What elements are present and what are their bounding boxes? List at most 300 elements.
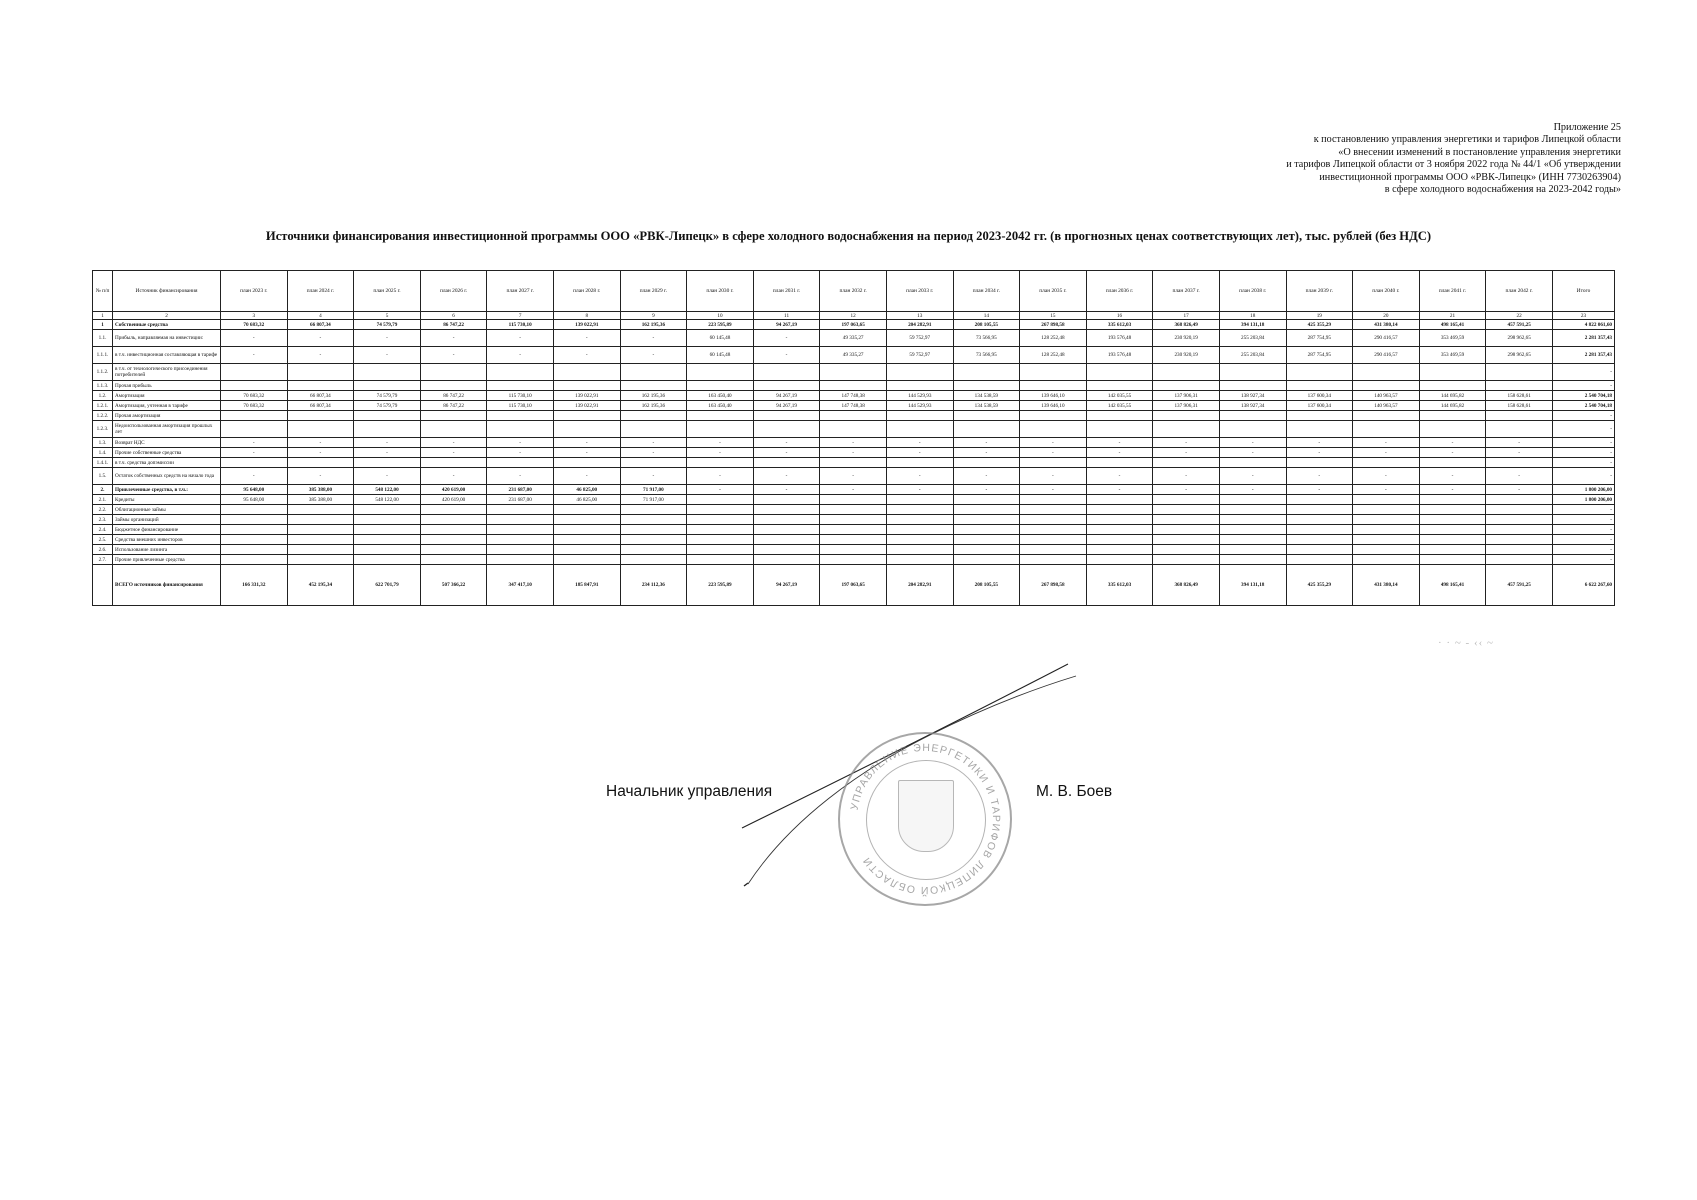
row-value — [221, 555, 288, 565]
row-value: 185 847,91 — [553, 565, 620, 606]
row-value — [1353, 381, 1420, 391]
row-value — [1219, 545, 1286, 555]
row-value: - — [1419, 448, 1486, 458]
row-total: 2 540 704,18 — [1553, 401, 1615, 411]
header-year: план 2030 г. — [687, 271, 754, 312]
row-value — [886, 495, 953, 505]
row-value — [886, 364, 953, 381]
row-value — [753, 421, 820, 438]
row-value: - — [287, 448, 354, 458]
row-value: - — [1219, 448, 1286, 458]
row-value — [886, 535, 953, 545]
appendix-note — [1101, 122, 1621, 196]
row-value: - — [820, 485, 887, 495]
row-value — [1086, 515, 1153, 525]
header-year: план 2041 г. — [1419, 271, 1486, 312]
table-row — [93, 565, 1615, 606]
row-value: 234 112,36 — [620, 565, 687, 606]
row-value — [1020, 545, 1087, 555]
row-value — [553, 364, 620, 381]
row-total: - — [1553, 555, 1615, 565]
row-value — [753, 381, 820, 391]
row-value — [1286, 411, 1353, 421]
row-number: 1.1.2. — [93, 364, 113, 381]
appendix-line: и тарифов Липецкой области от 3 ноября 2022 года № 44/1 «Об утверждении — [1286, 159, 1621, 171]
row-value: 115 730,10 — [487, 391, 554, 401]
row-value: 137 906,31 — [1153, 401, 1220, 411]
table-row — [93, 485, 1615, 495]
row-value — [287, 421, 354, 438]
row-value: - — [953, 485, 1020, 495]
row-value — [886, 505, 953, 515]
row-value — [753, 555, 820, 565]
row-value — [1219, 555, 1286, 565]
row-number: 1.5. — [93, 468, 113, 485]
row-value: 498 165,41 — [1419, 320, 1486, 330]
row-value: - — [1086, 448, 1153, 458]
row-value — [354, 545, 421, 555]
row-value: 60 145,48 — [687, 347, 754, 364]
column-number: 1 — [93, 312, 113, 320]
row-value: 139 022,91 — [553, 320, 620, 330]
row-value: - — [221, 347, 288, 364]
row-value — [753, 411, 820, 421]
column-number: 12 — [820, 312, 887, 320]
row-value — [1020, 421, 1087, 438]
column-number: 23 — [1553, 312, 1615, 320]
row-value — [420, 458, 487, 468]
row-value — [1419, 495, 1486, 505]
row-label: в т.ч. инвестиционная составляющая в тарифе — [113, 347, 221, 364]
row-value: 223 595,89 — [687, 565, 754, 606]
row-value: - — [687, 468, 754, 485]
coat-of-arms-icon — [898, 780, 954, 852]
row-value — [287, 515, 354, 525]
column-number: 21 — [1419, 312, 1486, 320]
row-value: - — [487, 448, 554, 458]
row-value: 144 529,93 — [886, 391, 953, 401]
row-value: - — [1486, 438, 1553, 448]
row-value — [1353, 495, 1420, 505]
row-value — [1286, 555, 1353, 565]
header-year: план 2024 г. — [287, 271, 354, 312]
row-value: - — [1353, 485, 1420, 495]
row-value — [1219, 505, 1286, 515]
row-total: - — [1553, 421, 1615, 438]
table-header — [93, 271, 1615, 320]
row-label: Прибыль, направляемая на инвестиции: — [113, 330, 221, 347]
row-value — [354, 525, 421, 535]
row-value — [1086, 555, 1153, 565]
row-value: - — [1419, 438, 1486, 448]
table-body — [93, 320, 1615, 606]
row-value — [487, 555, 554, 565]
row-value: - — [1086, 468, 1153, 485]
row-value — [1353, 525, 1420, 535]
row-value — [553, 411, 620, 421]
row-value — [1419, 545, 1486, 555]
row-total: 1 800 206,00 — [1553, 485, 1615, 495]
row-value: - — [553, 438, 620, 448]
row-value: 287 754,95 — [1286, 347, 1353, 364]
row-value: 46 825,00 — [553, 495, 620, 505]
row-value — [1353, 364, 1420, 381]
row-value: 163 450,40 — [687, 391, 754, 401]
row-value — [287, 525, 354, 535]
row-value — [287, 458, 354, 468]
row-label: Возврат НДС — [113, 438, 221, 448]
table-row — [93, 320, 1615, 330]
row-value — [687, 381, 754, 391]
row-value — [687, 535, 754, 545]
row-value: - — [820, 448, 887, 458]
row-value — [221, 535, 288, 545]
row-number: 1.2.1. — [93, 401, 113, 411]
row-value — [1353, 505, 1420, 515]
row-value — [487, 525, 554, 535]
appendix-line: инвестиционной программы ООО «РВК-Липецк» (ИНН 7730263904) — [1319, 171, 1621, 183]
column-number: 2 — [113, 312, 221, 320]
row-number: 1.3. — [93, 438, 113, 448]
row-value: - — [753, 438, 820, 448]
row-value — [1153, 505, 1220, 515]
column-number: 14 — [953, 312, 1020, 320]
row-value — [487, 458, 554, 468]
row-value — [354, 505, 421, 515]
row-value — [886, 411, 953, 421]
row-value: - — [620, 448, 687, 458]
row-value: - — [753, 347, 820, 364]
row-value: 138 927,34 — [1219, 401, 1286, 411]
row-value — [1020, 458, 1087, 468]
row-value: 507 366,22 — [420, 565, 487, 606]
row-value — [1419, 411, 1486, 421]
row-value — [886, 545, 953, 555]
financing-table — [92, 270, 1615, 606]
row-value — [1219, 535, 1286, 545]
header-year: план 2035 г. — [1020, 271, 1087, 312]
row-number: 1.4.1. — [93, 458, 113, 468]
row-value: - — [1353, 448, 1420, 458]
row-value: - — [487, 347, 554, 364]
row-value — [1286, 515, 1353, 525]
row-value — [1153, 515, 1220, 525]
row-value — [553, 525, 620, 535]
row-value — [420, 381, 487, 391]
row-value: 420 619,00 — [420, 485, 487, 495]
row-value — [354, 411, 421, 421]
row-value — [487, 421, 554, 438]
row-value — [1286, 545, 1353, 555]
row-value: 385 388,00 — [287, 495, 354, 505]
row-value: 73 566,95 — [953, 347, 1020, 364]
row-value — [420, 505, 487, 515]
row-value: - — [553, 448, 620, 458]
row-value: 353 469,59 — [1419, 347, 1486, 364]
row-value: - — [487, 468, 554, 485]
row-total: - — [1553, 468, 1615, 485]
row-value: - — [1153, 485, 1220, 495]
row-value — [420, 545, 487, 555]
row-total: - — [1553, 458, 1615, 468]
row-value — [687, 505, 754, 515]
signatory-name: М. В. Боев — [1036, 783, 1113, 800]
row-value: - — [1286, 468, 1353, 485]
row-value: 66 807,34 — [287, 401, 354, 411]
row-value — [687, 458, 754, 468]
row-label: Амортизация, учтенная в тарифе — [113, 401, 221, 411]
margin-scribble: · · ~ - ‹‹ ~ — [1438, 637, 1494, 649]
header-year: план 2038 г. — [1219, 271, 1286, 312]
row-value: - — [354, 448, 421, 458]
row-value: 267 898,58 — [1020, 565, 1087, 606]
row-number: 1 — [93, 320, 113, 330]
row-value: 94 267,19 — [753, 391, 820, 401]
row-value: - — [1486, 485, 1553, 495]
row-value — [1020, 495, 1087, 505]
row-value: 457 591,25 — [1486, 565, 1553, 606]
column-number: 6 — [420, 312, 487, 320]
header-year: план 2026 г. — [420, 271, 487, 312]
row-value — [221, 381, 288, 391]
column-number: 18 — [1219, 312, 1286, 320]
row-value: - — [553, 330, 620, 347]
row-number — [93, 565, 113, 606]
row-value: 95 648,00 — [221, 485, 288, 495]
row-value — [820, 381, 887, 391]
row-value — [1486, 421, 1553, 438]
row-value: - — [420, 330, 487, 347]
row-value — [287, 505, 354, 515]
row-value — [420, 535, 487, 545]
row-value: - — [354, 347, 421, 364]
row-value: - — [420, 347, 487, 364]
row-value — [1353, 545, 1420, 555]
column-number: 8 — [553, 312, 620, 320]
column-number: 19 — [1286, 312, 1353, 320]
row-value: 431 380,14 — [1353, 565, 1420, 606]
row-label: Использование лизинга — [113, 545, 221, 555]
row-value: 74 579,79 — [354, 320, 421, 330]
row-number: 2.5. — [93, 535, 113, 545]
row-value: - — [753, 448, 820, 458]
table-row — [93, 468, 1615, 485]
row-value: - — [487, 438, 554, 448]
row-value: 115 730,10 — [487, 401, 554, 411]
row-value — [1153, 525, 1220, 535]
row-value — [1353, 515, 1420, 525]
row-value — [1419, 515, 1486, 525]
row-value — [553, 555, 620, 565]
row-total: - — [1553, 438, 1615, 448]
row-value — [620, 458, 687, 468]
row-value — [553, 545, 620, 555]
row-value: 166 331,32 — [221, 565, 288, 606]
row-value: 137 600,34 — [1286, 401, 1353, 411]
row-value: 622 701,79 — [354, 565, 421, 606]
row-value: - — [753, 330, 820, 347]
table-row — [93, 347, 1615, 364]
row-value: 140 963,57 — [1353, 391, 1420, 401]
row-value: - — [1419, 485, 1486, 495]
column-number: 13 — [886, 312, 953, 320]
row-value: 347 417,10 — [487, 565, 554, 606]
row-value — [1086, 545, 1153, 555]
row-value — [1286, 535, 1353, 545]
row-value — [1020, 381, 1087, 391]
row-value: 394 131,18 — [1219, 320, 1286, 330]
row-value: 197 063,65 — [820, 565, 887, 606]
row-value — [354, 535, 421, 545]
header-year: план 2029 г. — [620, 271, 687, 312]
row-value — [953, 458, 1020, 468]
official-seal — [838, 732, 1012, 906]
row-value: 158 628,61 — [1486, 391, 1553, 401]
row-value: 144 695,82 — [1419, 391, 1486, 401]
row-value — [221, 525, 288, 535]
row-value — [287, 555, 354, 565]
table-row — [93, 364, 1615, 381]
table-row — [93, 495, 1615, 505]
row-value — [1419, 458, 1486, 468]
row-value — [553, 381, 620, 391]
column-number: 22 — [1486, 312, 1553, 320]
row-value: - — [687, 485, 754, 495]
row-value — [620, 545, 687, 555]
row-value — [1486, 535, 1553, 545]
row-value — [420, 555, 487, 565]
row-value — [820, 505, 887, 515]
row-value — [287, 364, 354, 381]
row-value: 193 576,48 — [1086, 347, 1153, 364]
row-label: в т.ч. средства допэмиссии — [113, 458, 221, 468]
row-total: - — [1553, 525, 1615, 535]
row-value — [1153, 545, 1220, 555]
row-value — [1219, 421, 1286, 438]
row-value: - — [1286, 448, 1353, 458]
row-value — [487, 381, 554, 391]
row-value: - — [354, 438, 421, 448]
row-label: Привлеченные средства, в т.ч.: — [113, 485, 221, 495]
row-value: 137 906,31 — [1153, 391, 1220, 401]
row-value — [420, 515, 487, 525]
row-value: 59 752,97 — [886, 330, 953, 347]
row-value: - — [953, 468, 1020, 485]
row-value — [1153, 364, 1220, 381]
table-row — [93, 411, 1615, 421]
row-value: 230 920,19 — [1153, 330, 1220, 347]
row-value — [753, 545, 820, 555]
row-value: 144 529,93 — [886, 401, 953, 411]
row-value: - — [1353, 468, 1420, 485]
row-value — [1286, 525, 1353, 535]
row-label: в т.ч. от технологического присоединения потребителей — [113, 364, 221, 381]
row-value — [687, 545, 754, 555]
row-value — [953, 525, 1020, 535]
row-total: 2 281 357,43 — [1553, 347, 1615, 364]
row-value: 548 122,00 — [354, 485, 421, 495]
row-value — [620, 505, 687, 515]
row-value: 139 022,91 — [553, 401, 620, 411]
row-value — [221, 364, 288, 381]
row-value — [620, 525, 687, 535]
row-value — [1219, 458, 1286, 468]
row-value: - — [287, 330, 354, 347]
row-value — [753, 495, 820, 505]
row-value: 162 195,36 — [620, 401, 687, 411]
row-value — [953, 364, 1020, 381]
row-value: - — [1286, 438, 1353, 448]
row-value — [1419, 364, 1486, 381]
row-value: 420 619,00 — [420, 495, 487, 505]
header-year: план 2027 г. — [487, 271, 554, 312]
row-number: 1.4. — [93, 448, 113, 458]
row-value: 197 063,65 — [820, 320, 887, 330]
row-value: - — [1486, 468, 1553, 485]
row-value: - — [1020, 438, 1087, 448]
row-total: - — [1553, 545, 1615, 555]
table-row — [93, 525, 1615, 535]
row-value: 134 538,59 — [953, 391, 1020, 401]
row-value: 368 826,49 — [1153, 565, 1220, 606]
column-number: 10 — [687, 312, 754, 320]
row-value — [221, 458, 288, 468]
row-value — [1086, 505, 1153, 515]
header-total: Итого — [1553, 271, 1615, 312]
table-row — [93, 555, 1615, 565]
row-value — [953, 535, 1020, 545]
row-value — [221, 505, 288, 515]
table-row — [93, 421, 1615, 438]
row-value: - — [886, 438, 953, 448]
row-value — [1153, 411, 1220, 421]
row-value: 255 203,84 — [1219, 330, 1286, 347]
row-value — [753, 505, 820, 515]
row-label: Прочая прибыль — [113, 381, 221, 391]
row-number: 2.7. — [93, 555, 113, 565]
row-value: 431 380,14 — [1353, 320, 1420, 330]
row-value: 140 963,57 — [1353, 401, 1420, 411]
row-value — [1086, 364, 1153, 381]
row-total: - — [1553, 515, 1615, 525]
row-value — [487, 545, 554, 555]
row-value — [1086, 525, 1153, 535]
table-row — [93, 545, 1615, 555]
row-value — [886, 515, 953, 525]
row-value: 298 962,65 — [1486, 347, 1553, 364]
row-value: - — [620, 330, 687, 347]
header-year: план 2040 г. — [1353, 271, 1420, 312]
row-number: 2.1. — [93, 495, 113, 505]
row-total: - — [1553, 448, 1615, 458]
row-value — [753, 535, 820, 545]
row-label: Недоиспользованная амортизация прошлых лет — [113, 421, 221, 438]
row-value — [487, 505, 554, 515]
row-number: 1.1.3. — [93, 381, 113, 391]
row-value — [1153, 381, 1220, 391]
row-value: 163 450,40 — [687, 401, 754, 411]
row-value: 223 595,89 — [687, 320, 754, 330]
row-value: - — [420, 438, 487, 448]
table-row — [93, 535, 1615, 545]
document-title: Источники финансирования инвестиционной программы ООО «РВК-Липецк» в сфере холодного водоснабжения на период 2023-2042 гг. (в прогнозных ценах соответствующих лет), тыс. рублей (без НДС) — [265, 229, 1432, 243]
row-value: 94 267,19 — [753, 401, 820, 411]
row-value: 147 748,38 — [820, 401, 887, 411]
row-value — [287, 545, 354, 555]
row-value — [1219, 495, 1286, 505]
row-value — [553, 421, 620, 438]
row-label: Прочие собственные средства — [113, 448, 221, 458]
